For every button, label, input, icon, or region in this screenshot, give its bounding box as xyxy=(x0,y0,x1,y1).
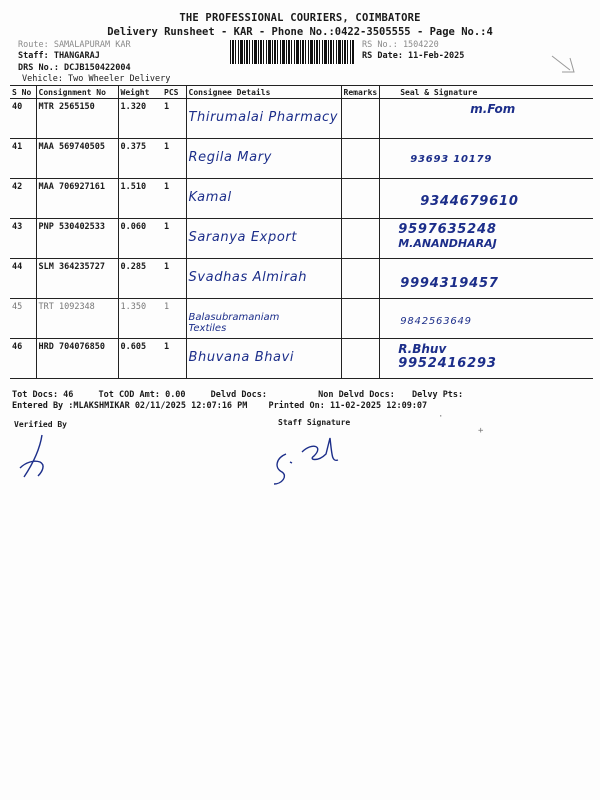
rs-number: RS No.: 1504220 xyxy=(362,40,439,50)
stray-mark: · xyxy=(438,412,444,422)
cell-pcs: 1 xyxy=(162,139,186,179)
cell-consignee: Saranya Export xyxy=(188,230,298,245)
cell-consignee: Kamal xyxy=(188,190,232,205)
printed-on: Printed On: 11-02-2025 12:09:07 xyxy=(268,401,428,411)
table-row xyxy=(10,259,593,299)
cell-sno: 46 xyxy=(10,339,36,379)
footer-totals xyxy=(12,390,463,400)
table-row xyxy=(10,99,593,139)
cell-weight: 0.375 xyxy=(118,139,162,179)
runsheet-subtitle: Delivery Runsheet - KAR - Phone No.:0422-3505555 - Page No.:4 xyxy=(107,26,493,38)
cell-weight: 1.510 xyxy=(118,179,162,219)
cell-pcs: 1 xyxy=(162,259,186,299)
cell-signature: m.Fom xyxy=(470,102,516,116)
cell-pcs: 1 xyxy=(162,99,186,139)
cell-weight: 0.285 xyxy=(118,259,162,299)
cell-remarks xyxy=(341,299,380,339)
cell-weight: 1.320 xyxy=(118,99,162,139)
col-consignment: Consignment No xyxy=(36,86,118,99)
cell-weight: 1.350 xyxy=(118,299,162,339)
cell-consignment: MAA 569740505 xyxy=(36,139,118,179)
cell-sno: 44 xyxy=(10,259,36,299)
cell-pcs: 1 xyxy=(162,179,186,219)
cell-pcs: 1 xyxy=(162,219,186,259)
staff-signature-label: Staff Signature xyxy=(278,418,351,427)
cell-remarks xyxy=(341,259,380,299)
col-remarks: Remarks xyxy=(341,86,380,99)
runsheet-table xyxy=(10,85,593,379)
cell-signature: 9994319457 xyxy=(400,276,499,291)
tot-cod: Tot COD Amt: 0.00 xyxy=(98,390,186,400)
cell-sno: 40 xyxy=(10,99,36,139)
table-row xyxy=(10,339,593,379)
drs-number: DRS No.: DCJB150422004 xyxy=(18,63,131,73)
staff-label: Staff: THANGARAJ xyxy=(18,51,100,61)
verified-by-label: Verified By xyxy=(14,420,67,429)
route-label: Route: SAMALAPURAM KAR xyxy=(18,40,131,50)
table-header-row xyxy=(10,86,593,99)
entered-by: Entered By :MLAKSHMIKAR 02/11/2025 12:07:16 PM xyxy=(12,401,248,411)
cell-weight: 0.060 xyxy=(118,219,162,259)
cell-signature: 9842563649 xyxy=(400,316,472,327)
cell-sno: 41 xyxy=(10,139,36,179)
col-consignee: Consignee Details xyxy=(186,86,341,99)
corner-mark xyxy=(548,50,578,80)
cell-signature: 9344679610 xyxy=(420,194,519,209)
table-row xyxy=(10,179,593,219)
staff-signature-mark xyxy=(268,432,358,488)
cell-remarks xyxy=(341,99,380,139)
cell-remarks xyxy=(341,179,380,219)
cell-remarks xyxy=(341,139,380,179)
cell-consignment: PNP 530402533 xyxy=(36,219,118,259)
cell-pcs: 1 xyxy=(162,299,186,339)
non-delvd-docs: Non Delvd Docs: xyxy=(318,390,395,400)
cell-consignment: MAA 706927161 xyxy=(36,179,118,219)
cell-consignee: Regila Mary xyxy=(188,150,272,165)
col-signature: Seal & Signature xyxy=(380,86,593,99)
cell-consignment: MTR 2565150 xyxy=(36,99,118,139)
cell-sno: 45 xyxy=(10,299,36,339)
barcode xyxy=(230,40,354,64)
cell-signature-name: R.Bhuv xyxy=(398,342,447,356)
cell-pcs: 1 xyxy=(162,339,186,379)
cell-signature-number: 9597635248 xyxy=(398,222,497,237)
tot-docs: Tot Docs: 46 xyxy=(12,390,74,400)
cell-remarks xyxy=(341,219,380,259)
cell-signature-number: 9952416293 xyxy=(398,356,497,371)
cell-consignee: Bhuvana Bhavi xyxy=(188,350,295,365)
company-title: THE PROFESSIONAL COURIERS, COIMBATORE xyxy=(179,12,421,24)
cell-consignee: Svadhas Almirah xyxy=(188,270,308,285)
cell-signature-name: M.ANANDHARAJ xyxy=(398,237,497,250)
col-pcs: PCS xyxy=(162,86,186,99)
col-weight: Weight xyxy=(118,86,162,99)
rs-date: RS Date: 11-Feb-2025 xyxy=(362,51,465,61)
cell-remarks xyxy=(341,339,380,379)
cell-consignment: SLM 364235727 xyxy=(36,259,118,299)
cell-consignee: Thirumalai Pharmacy xyxy=(188,110,339,125)
table-row xyxy=(10,219,593,259)
cell-weight: 0.605 xyxy=(118,339,162,379)
col-sno: S No xyxy=(10,86,36,99)
stray-mark: + xyxy=(478,426,484,436)
footer-entry xyxy=(12,401,427,411)
delvd-docs: Delvd Docs: xyxy=(210,390,267,400)
cell-sno: 43 xyxy=(10,219,36,259)
verified-signature xyxy=(12,432,62,484)
vehicle-label: Vehicle: Two Wheeler Delivery xyxy=(22,74,171,84)
cell-consignee: Balasubramaniam Textiles xyxy=(188,312,280,334)
cell-signature: 93693 10179 xyxy=(410,154,493,165)
cell-consignment: TRT 1092348 xyxy=(36,299,118,339)
table-row xyxy=(10,299,593,339)
table-row xyxy=(10,139,593,179)
cell-sno: 42 xyxy=(10,179,36,219)
delvy-pts: Delvy Pts: xyxy=(411,390,464,400)
cell-consignment: HRD 704076850 xyxy=(36,339,118,379)
